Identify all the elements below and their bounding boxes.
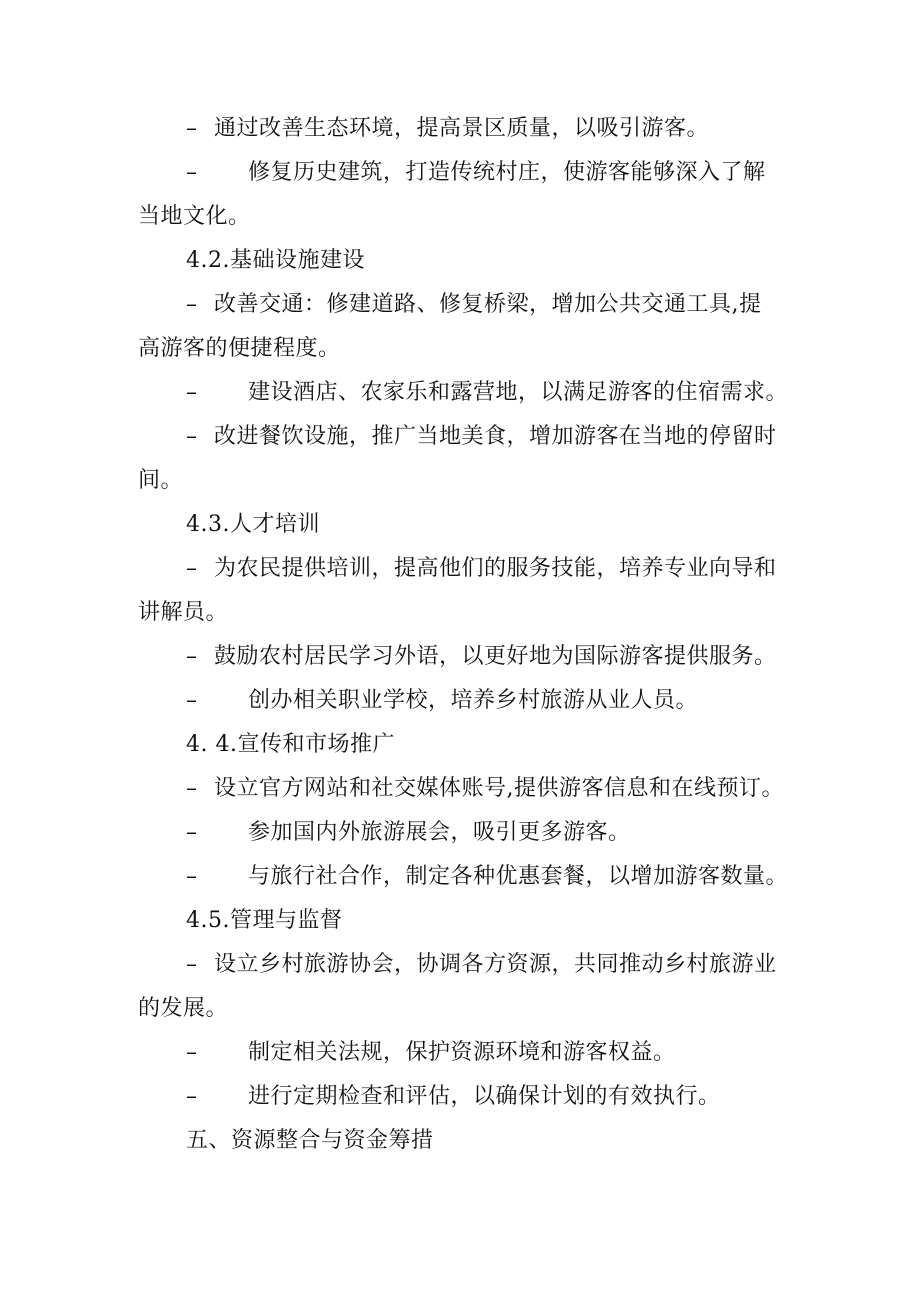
bullet-line (0, 811, 920, 855)
bullet-line (0, 855, 920, 899)
dash-marker: – (186, 1040, 198, 1065)
bullet-line (0, 151, 920, 195)
continuation-line (0, 327, 920, 371)
section-heading-text: 4.2.基础设施建设 (186, 248, 365, 273)
bullet-text: 设立乡村旅游协会，协调各方资源，共同推动乡村旅游业 (214, 952, 777, 977)
bullet-text: 改进餐饮设施，推广当地美食，增加游客在当地的停留时 (214, 424, 777, 449)
continuation-line (0, 195, 920, 239)
bullet-text: 设立官方网站和社交媒体账号,提供游客信息和在线预订。 (214, 776, 784, 801)
section-heading-text: 4. 4.宣传和市场推广 (186, 732, 395, 757)
continuation-text: 讲解员。 (138, 600, 229, 625)
chapter-heading-5 (0, 1119, 920, 1163)
bullet-line (0, 1031, 920, 1075)
continuation-text: 的发展。 (138, 996, 229, 1021)
bullet-text: 通过改善生态环境，提高景区质量，以吸引游客。 (214, 116, 710, 141)
continuation-text: 当地文化。 (138, 204, 251, 229)
dash-marker: – (186, 292, 198, 317)
continuation-line (0, 591, 920, 635)
bullet-line (0, 767, 920, 811)
continuation-text: 高游客的便捷程度。 (138, 336, 341, 361)
dash-marker: – (186, 556, 198, 581)
dash-marker: – (186, 380, 198, 405)
bullet-line (0, 943, 920, 987)
section-heading-4-3 (0, 503, 920, 547)
chapter-heading-text: 五、资源整合与资金筹措 (186, 1128, 434, 1153)
dash-marker: – (186, 424, 198, 449)
dash-marker: – (186, 820, 198, 845)
bullet-line (0, 679, 920, 723)
dash-marker: – (186, 952, 198, 977)
bullet-text: 鼓励农村居民学习外语，以更好地为国际游客提供服务。 (214, 644, 777, 669)
bullet-text: 建设酒店、农家乐和露营地，以满足游客的住宿需求。 (248, 380, 789, 405)
bullet-text: 为农民提供培训，提高他们的服务技能，培养专业向导和 (214, 556, 777, 581)
dash-marker: – (186, 776, 198, 801)
dash-marker: – (186, 116, 198, 141)
bullet-line (0, 1075, 920, 1119)
continuation-text: 间。 (138, 468, 184, 493)
bullet-line (0, 283, 920, 327)
section-heading-4-5 (0, 899, 920, 943)
bullet-line (0, 371, 920, 415)
bullet-line (0, 415, 920, 459)
section-heading-4-4 (0, 723, 920, 767)
bullet-text: 与旅行社合作，制定各种优惠套餐，以增加游客数量。 (248, 864, 789, 889)
bullet-line (0, 635, 920, 679)
dash-marker: – (186, 864, 198, 889)
section-heading-text: 4.3.人才培训 (186, 512, 320, 537)
bullet-text: 参加国内外旅游展会，吸引更多游客。 (248, 820, 631, 845)
continuation-line (0, 987, 920, 1031)
bullet-text: 创办相关职业学校，培养乡村旅游从业人员。 (248, 688, 699, 713)
bullet-text: 进行定期检查和评估，以确保计划的有效执行。 (248, 1084, 721, 1109)
bullet-text: 修复历史建筑，打造传统村庄，使游客能够深入了解 (248, 160, 766, 185)
dash-marker: – (186, 644, 198, 669)
bullet-line (0, 547, 920, 591)
bullet-text: 改善交通：修建道路、修复桥梁，增加公共交通工具,提 (214, 292, 762, 317)
bullet-text: 制定相关法规，保护资源环境和游客权益。 (248, 1040, 676, 1065)
dash-marker: – (186, 688, 198, 713)
dash-marker: – (186, 1084, 198, 1109)
bullet-line (0, 107, 920, 151)
continuation-line (0, 459, 920, 503)
section-heading-4-2 (0, 239, 920, 283)
section-heading-text: 4.5.管理与监督 (186, 908, 343, 933)
dash-marker: – (186, 160, 198, 185)
